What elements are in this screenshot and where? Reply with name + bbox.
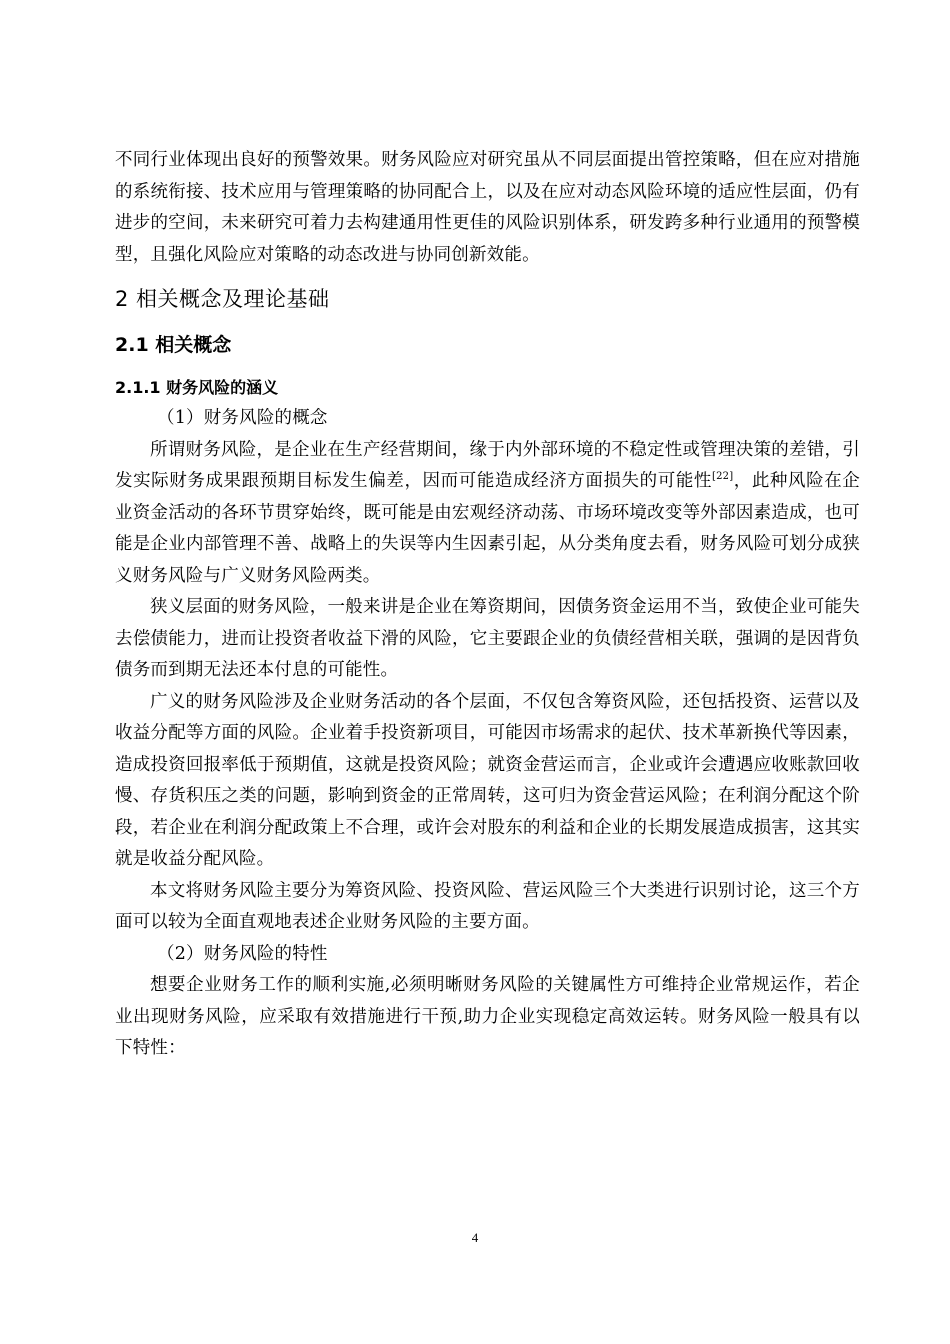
definition-paragraph: [115, 435, 860, 593]
citation-ref: [22]: [712, 471, 734, 482]
page-number: 4: [471, 1230, 479, 1245]
subhead-concept: （1）财务风险的概念: [157, 408, 328, 428]
subhead-traits: （2）财务风险的特性: [157, 943, 328, 964]
page-body: [115, 145, 860, 1065]
section-heading: 2.1 相关概念: [115, 334, 232, 356]
definition-text-a: 所谓财务风险，是企业在生产经营期间，缘于内外部环境的不稳定性或管理决策的差错，引发实际财务成果跟预期目标发生偏差，因而可能造成经济方面损失的可能性: [115, 439, 860, 491]
broad-risk-paragraph: 广义的财务风险涉及企业财务活动的各个层面，不仅包含筹资风险，还包括投资、运营以及收益分配等方面的风险。企业着手投资新项目，可能因市场需求的起伏、技术革新换代等因素，造成投资回报率低于预期值，这就是投资风险；就资金营运而言，企业或许会遭遇应收账款回收慢、存货积压之类的问题，影响到资金的正常周转，这可归为资金营运风险；在利润分配这个阶段，若企业在利润分配政策上不合理，或许会对股东的利益和企业的长期发展造成损害，这其实就是收益分配风险。: [115, 691, 860, 869]
narrow-risk-paragraph: 狭义层面的财务风险，一般来讲是企业在筹资期间，因债务资金运用不当，致使企业可能失去偿债能力，进而让投资者收益下滑的风险，它主要跟企业的负债经营相关联，强调的是因背负债务而到期无法还本付息的可能性。: [115, 597, 860, 680]
traits-paragraph: 想要企业财务工作的顺利实施,必须明晰财务风险的关键属性方可维持企业常规运作，若企业出现财务风险，应采取有效措施进行干预,助力企业实现稳定高效运转。财务风险一般具有以下特性：: [115, 975, 860, 1058]
definition-text-b: ，此种风险在企业资金活动的各环节贯穿始终，既可能是由宏观经济动荡、市场环境改变等外部因素造成，也可能是企业内部管理不善、战略上的失误等内生因素引起，从分类角度去看，财务风险可划分成狭义财务风险与广义财务风险两类。: [115, 471, 860, 586]
subsection-heading: 2.1.1 财务风险的涵义: [115, 378, 279, 397]
intro-paragraph: 不同行业体现出良好的预警效果。财务风险应对研究虽从不同层面提出管控策略，但在应对措施的系统衔接、技术应用与管理策略的协同配合上，以及在应对动态风险环境的适应性层面，仍有进步的空间，未来研究可着力去构建通用性更佳的风险识别体系，研发跨多种行业通用的预警模型，且强化风险应对策略的动态改进与协同创新效能。: [115, 150, 860, 265]
scope-paragraph: 本文将财务风险主要分为筹资风险、投资风险、营运风险三个大类进行识别讨论，这三个方面可以较为全面直观地表述企业财务风险的主要方面。: [115, 880, 860, 932]
chapter-heading: 2 相关概念及理论基础: [115, 287, 330, 311]
